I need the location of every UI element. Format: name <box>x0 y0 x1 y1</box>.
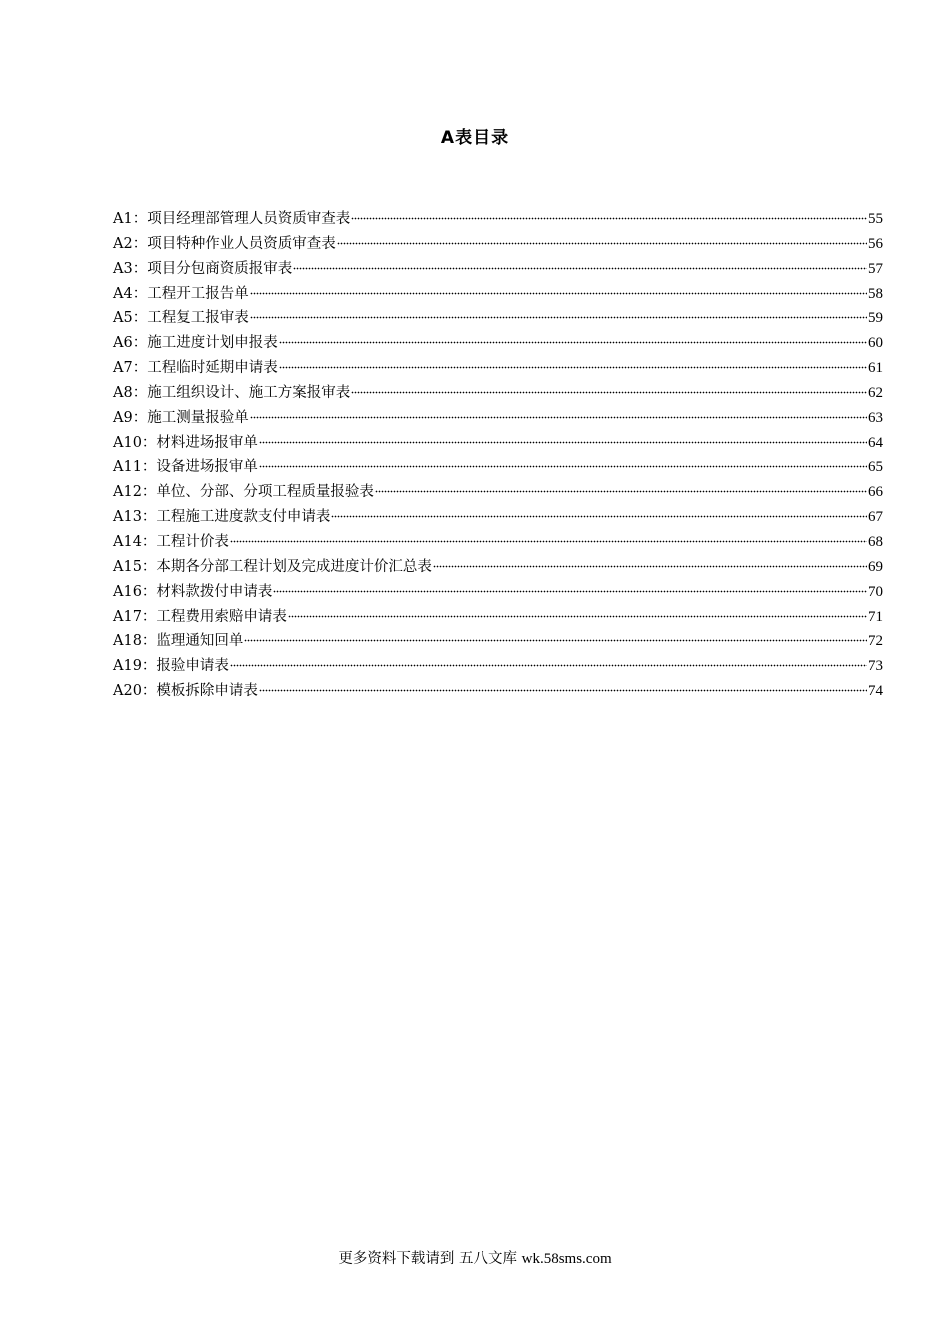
toc-entry-page: 59 <box>868 310 883 327</box>
toc-entry-page: 70 <box>868 583 883 600</box>
toc-entry-page: 73 <box>868 658 883 675</box>
toc-entry-page: 66 <box>868 484 883 501</box>
toc-entry-page: 57 <box>868 260 883 277</box>
footer-text: 更多资料下载请到 五八文库 <box>338 1251 517 1267</box>
dot-leader <box>250 402 867 422</box>
toc-entry-page: 56 <box>868 235 883 252</box>
dot-leader <box>293 253 867 273</box>
toc-entry-label: A4：工程开工报告单 <box>113 285 249 302</box>
toc-entry-page: 64 <box>868 434 883 451</box>
toc-entry[interactable] <box>113 327 883 352</box>
dot-leader <box>279 327 867 347</box>
toc-entry[interactable] <box>113 476 883 501</box>
toc-entry[interactable] <box>113 402 883 427</box>
toc-entry[interactable] <box>113 551 883 576</box>
toc-entry[interactable] <box>113 228 883 253</box>
toc-entry-page: 63 <box>868 409 883 426</box>
toc-entry-label: A18：监理通知回单 <box>113 633 244 650</box>
toc-entry-label: A6：施工进度计划申报表 <box>113 335 278 352</box>
toc-entry[interactable] <box>113 576 883 601</box>
toc-entry-page: 62 <box>868 384 883 401</box>
toc-entry[interactable] <box>113 203 883 228</box>
toc-entry-page: 69 <box>868 558 883 575</box>
dot-leader <box>250 302 867 322</box>
dot-leader <box>259 675 867 695</box>
toc-entry-label: A1：项目经理部管理人员资质审查表 <box>113 211 351 227</box>
toc-entry-label: A13：工程施工进度款支付申请表 <box>113 509 331 526</box>
dot-leader <box>250 278 867 298</box>
toc-entry[interactable] <box>113 278 883 303</box>
toc-entry[interactable] <box>113 625 883 650</box>
dot-leader <box>337 228 867 248</box>
dot-leader <box>375 476 867 496</box>
toc-entry-page: 65 <box>868 459 883 476</box>
toc-entry-label: A14：工程计价表 <box>113 533 229 550</box>
dot-leader <box>230 526 867 546</box>
dot-leader <box>351 377 867 397</box>
dot-leader <box>259 451 867 471</box>
toc-entry[interactable] <box>113 352 883 377</box>
toc-entry-page: 72 <box>868 633 883 650</box>
toc-entry-page: 74 <box>868 683 883 700</box>
dot-leader <box>288 601 867 621</box>
toc-entry-page: 68 <box>868 533 883 550</box>
toc-entry[interactable] <box>113 253 883 278</box>
toc-entry[interactable] <box>113 526 883 551</box>
page-footer <box>0 1247 950 1268</box>
toc-entry-label: A17：工程费用索赔申请表 <box>113 608 287 625</box>
dot-leader <box>259 427 867 447</box>
dot-leader <box>279 352 867 372</box>
toc-entry-label: A5：工程复工报审表 <box>113 310 249 327</box>
toc-entry-label: A7：工程临时延期申请表 <box>113 360 278 377</box>
toc-entry-label: A12：单位、分部、分项工程质量报验表 <box>113 484 374 501</box>
toc-entry-label: A3：项目分包商资质报审表 <box>113 260 293 277</box>
toc-entry[interactable] <box>113 601 883 626</box>
toc-entry-label: A15：本期各分部工程计划及完成进度计价汇总表 <box>113 558 432 575</box>
toc-entry-page: 58 <box>868 285 883 302</box>
toc-entry-label: A2：项目特种作业人员资质审查表 <box>113 235 336 252</box>
toc-entry[interactable] <box>113 501 883 526</box>
dot-leader <box>230 650 867 670</box>
toc-entry[interactable] <box>113 377 883 402</box>
table-of-contents <box>113 203 883 700</box>
toc-entry-label: A10：材料进场报审单 <box>113 434 258 451</box>
page-title: A表目录 <box>440 128 510 148</box>
toc-entry-page: 61 <box>868 360 883 377</box>
dot-leader <box>273 576 867 596</box>
toc-entry-label: A19：报验申请表 <box>113 658 229 675</box>
toc-entry-page: 71 <box>868 608 883 625</box>
toc-entry[interactable] <box>113 427 883 452</box>
toc-entry-label: A8：施工组织设计、施工方案报审表 <box>113 384 351 401</box>
toc-entry-page: 60 <box>868 335 883 352</box>
toc-entry-label: A16：材料款拨付申请表 <box>113 583 273 600</box>
toc-entry[interactable] <box>113 451 883 476</box>
toc-entry[interactable] <box>113 675 883 700</box>
toc-entry-page: 55 <box>868 211 883 227</box>
toc-entry-label: A11：设备进场报审单 <box>113 459 258 476</box>
toc-entry-label: A9：施工测量报验单 <box>113 409 249 426</box>
toc-entry-page: 67 <box>868 509 883 526</box>
dot-leader <box>331 501 867 521</box>
dot-leader <box>244 625 867 645</box>
dot-leader <box>351 203 867 223</box>
toc-entry[interactable] <box>113 650 883 675</box>
toc-entry-label: A20：模板拆除申请表 <box>113 683 258 700</box>
footer-link[interactable]: wk.58sms.com <box>521 1251 612 1267</box>
toc-entry[interactable] <box>113 302 883 327</box>
dot-leader <box>433 551 867 571</box>
